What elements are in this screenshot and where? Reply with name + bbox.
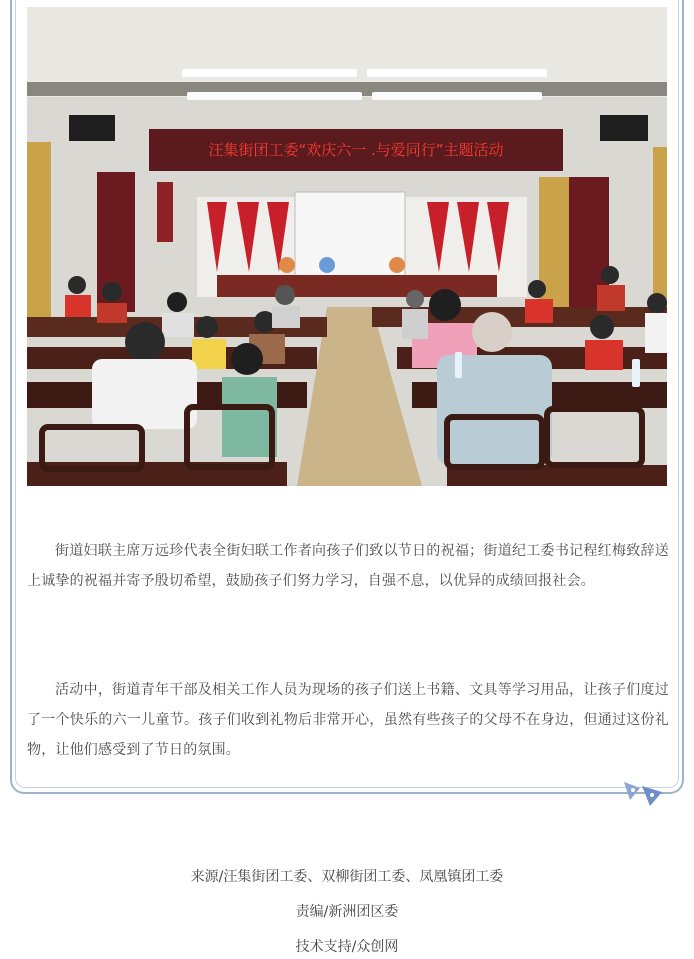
paragraph-1: 街道妇联主席万远珍代表全街妇联工作者向孩子们致以节日的祝福；街道纪工委书记程红梅致辞送上诚挚的祝福并寄予殷切希望，鼓励孩子们努力学习，自强不息，以优异的成绩回报社会。 (27, 543, 669, 589)
paragraph-2: 活动中，街道青年干部及相关工作人员为现场的孩子们送上书籍、文具等学习用品，让孩子们度过了一个快乐的六一儿童节。孩子们收到礼物后非常开心，虽然有些孩子的父母不在身边，但通过这份礼物，让他们感受到了节日的氛围。 (27, 682, 669, 758)
footer-source: 来源/汪集街团工委、双柳街团工委、凤凰镇团工委 (190, 869, 504, 885)
event-photo (27, 7, 667, 486)
pennant-decoration-icon (622, 778, 666, 808)
footer-tech-support: 技术支持/众创网 (295, 939, 399, 955)
banner-text: 汪集街团工委“欢庆六一 .与爱同行”主题活动 (208, 141, 504, 159)
footer-editor: 责编/新洲团区委 (295, 904, 399, 920)
